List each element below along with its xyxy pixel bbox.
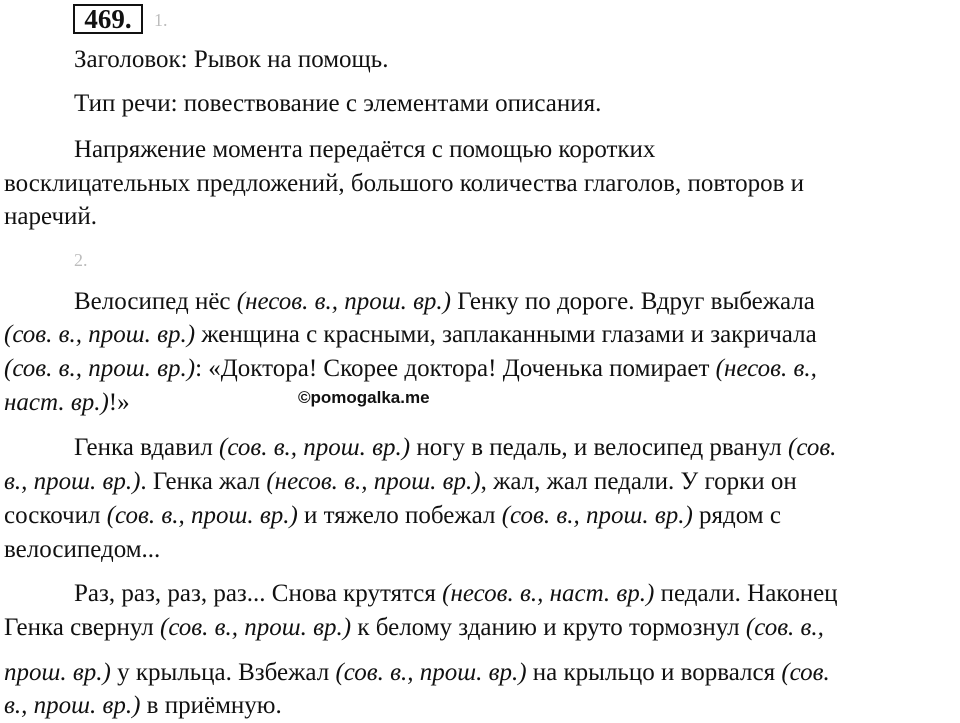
part-1-marker: 1. — [154, 10, 168, 30]
paragraph-line: в., прош. вр.) в приёмную. — [4, 692, 282, 719]
paragraph-line: Велосипед нёс (несов. в., прош. вр.) Генку по дороге. Вдруг выбежала — [74, 288, 815, 315]
paragraph-line: восклицательных предложений, большого количества глаголов, повторов и — [4, 170, 805, 197]
paragraph-line: прош. вр.) у крыльца. Взбежал (сов. в., прош. вр.) на крыльцо и ворвался (сов. — [4, 659, 830, 686]
paragraph-line: велосипедом... — [4, 536, 161, 563]
paragraph-line: наречий. — [4, 203, 98, 230]
speech-type-line: Тип речи: повествование с элементами описания. — [74, 90, 602, 117]
watermark: ©pomogalka.me — [298, 388, 430, 407]
part-2-marker: 2. — [74, 250, 88, 270]
paragraph-line: Генка вдавил (сов. в., прош. вр.) ногу в педаль, и велосипед рванул (сов. — [74, 434, 837, 461]
paragraph-line: соскочил (сов. в., прош. вр.) и тяжело побежал (сов. в., прош. вр.) рядом с — [4, 502, 781, 529]
paragraph-line: Генка свернул (сов. в., прош. вр.) к белому зданию и круто тормознул (сов. в., — [4, 614, 824, 641]
paragraph-line: (сов. в., прош. вр.): «Доктора! Скорее доктора! Доченька помирает (несов. в., — [4, 355, 817, 382]
paragraph-line: наст. вр.)!» — [4, 389, 130, 416]
paragraph-line: (сов. в., прош. вр.) женщина с красными, заплаканными глазами и закричала — [4, 321, 817, 348]
paragraph-line: в., прош. вр.). Генка жал (несов. в., прош. вр.), жал, жал педали. У горки он — [4, 468, 797, 495]
title-line: Заголовок: Рывок на помощь. — [74, 46, 389, 73]
paragraph-line: Напряжение момента передаётся с помощью коротких — [74, 136, 656, 163]
exercise-number: 469. — [73, 4, 143, 34]
paragraph-line: Раз, раз, раз, раз... Снова крутятся (несов. в., наст. вр.) педали. Наконец — [74, 580, 838, 607]
